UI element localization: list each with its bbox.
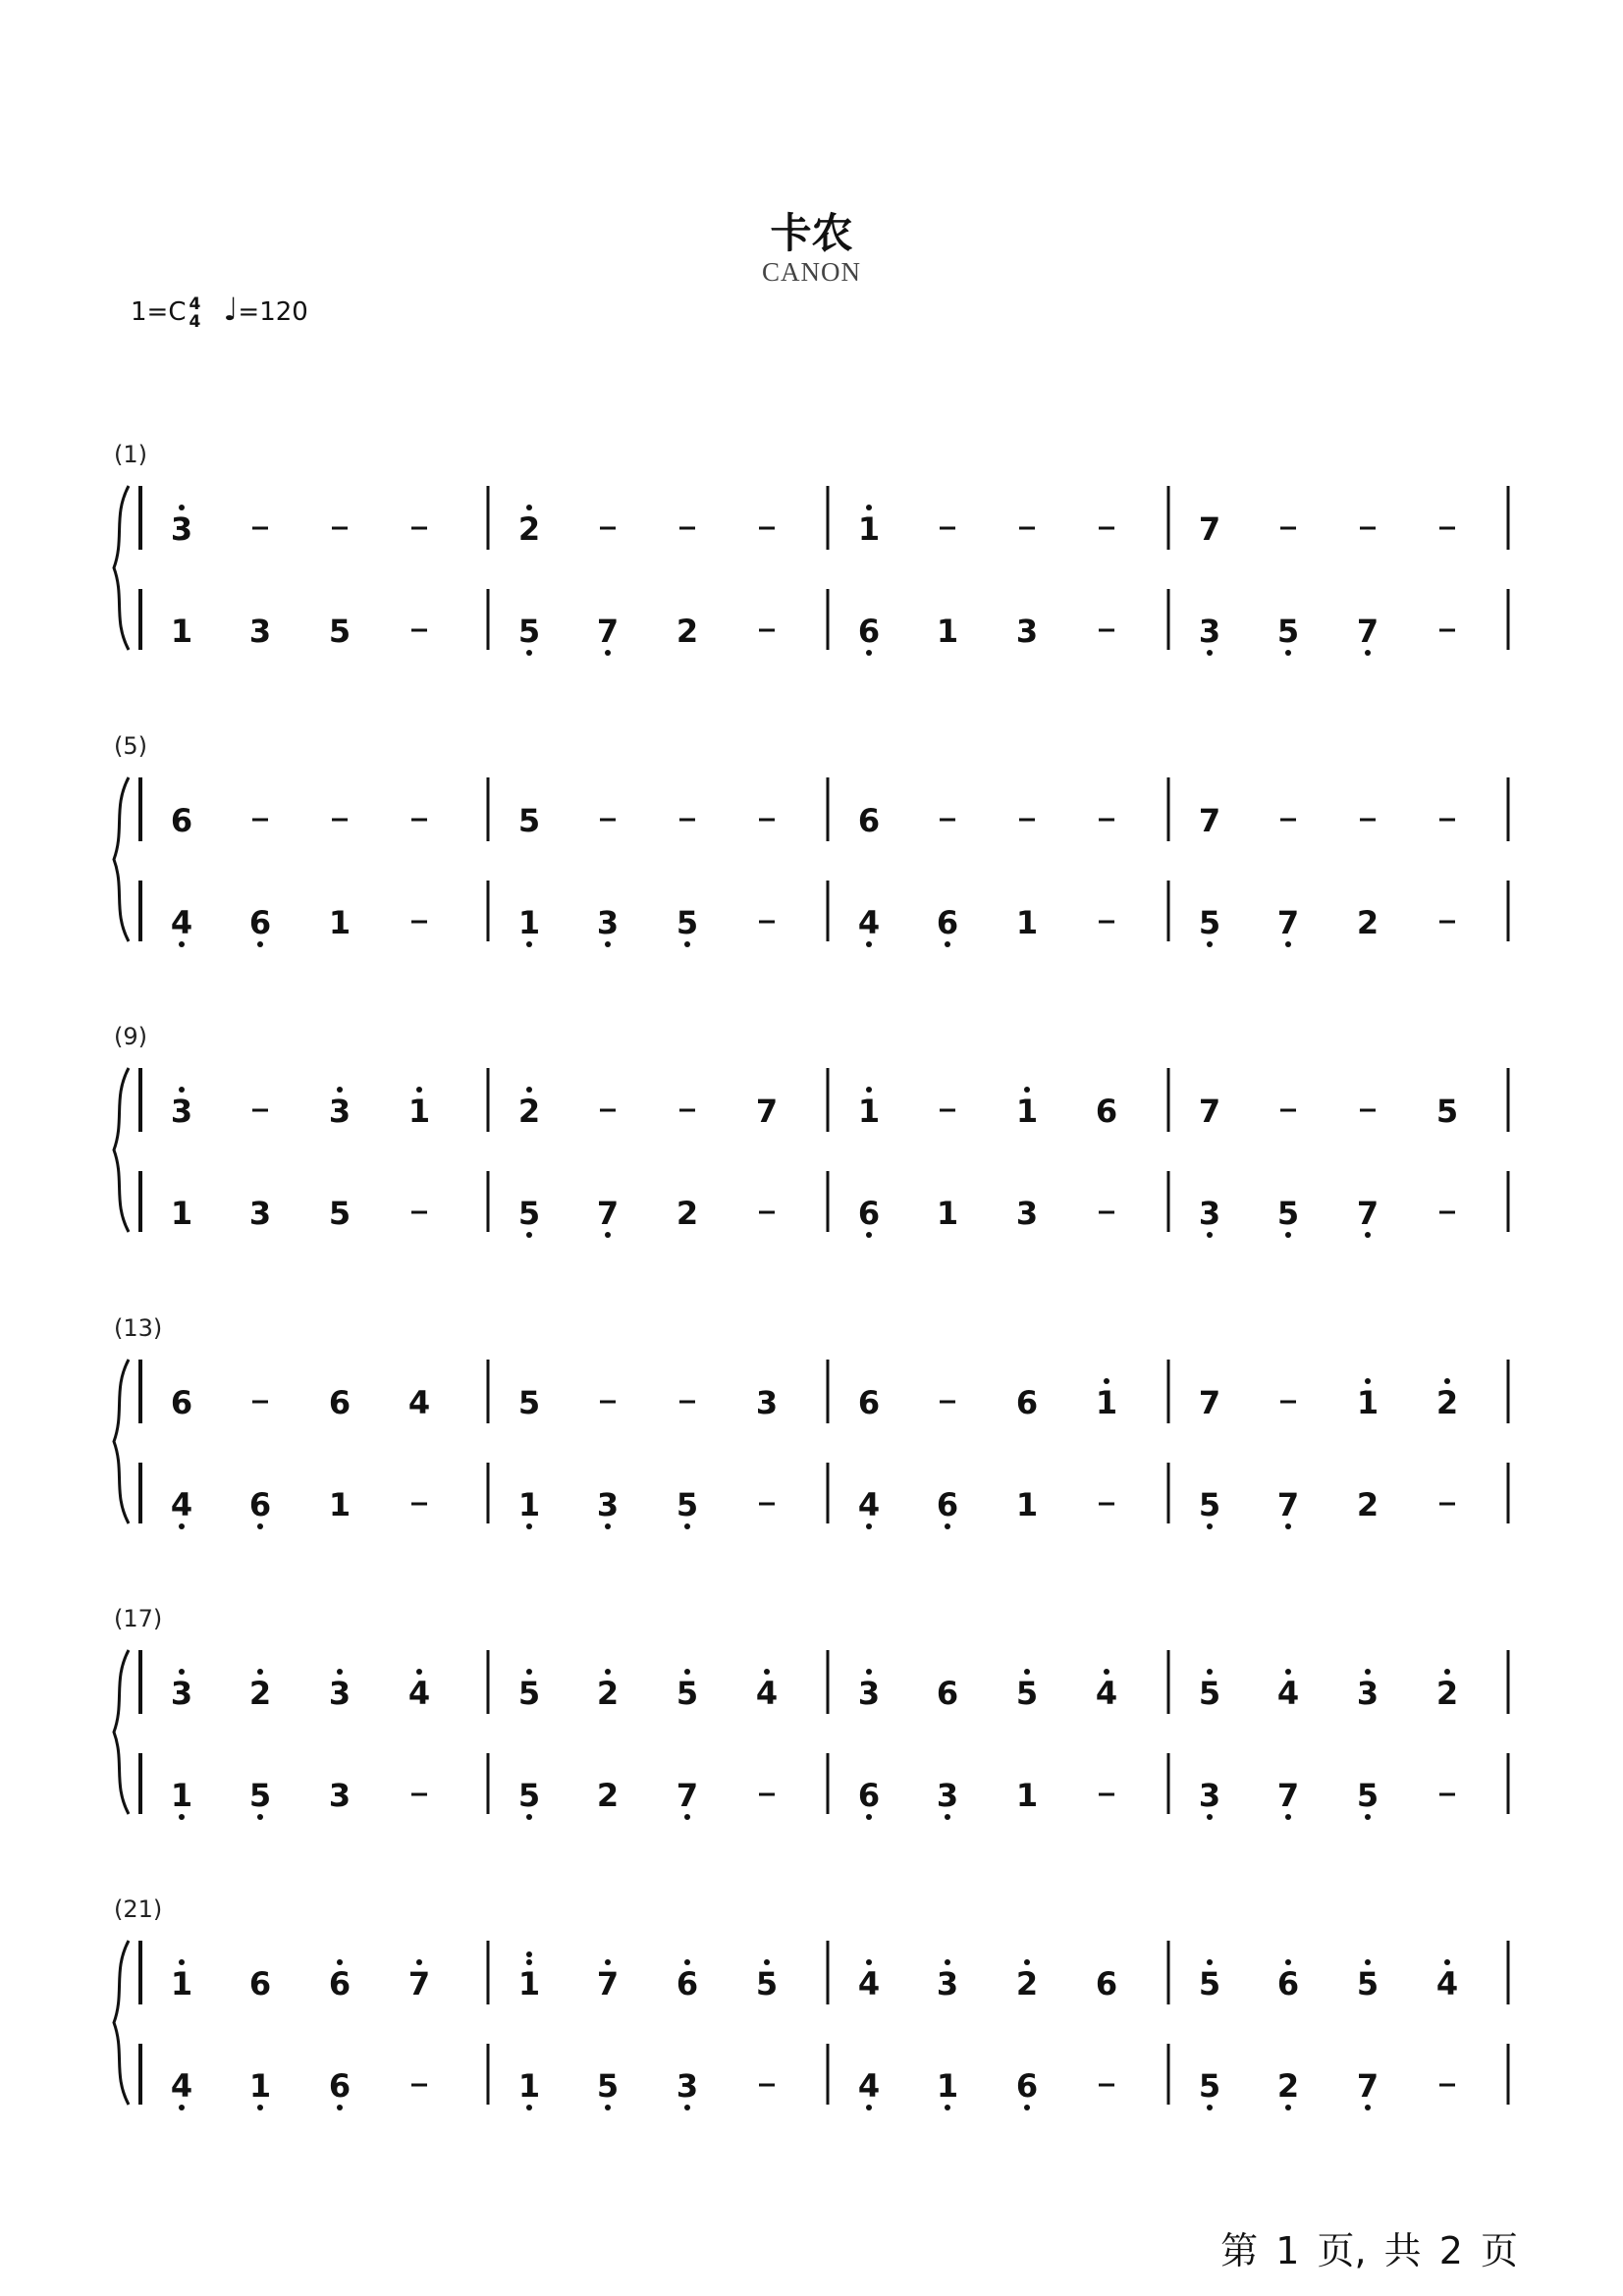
- octave-up-dot: [179, 1087, 185, 1093]
- upper-note: 3: [1356, 1675, 1380, 1712]
- octave-up-dot: [866, 1087, 872, 1093]
- upper-note: 7: [596, 1965, 620, 2002]
- upper-note: 3: [328, 1675, 352, 1712]
- octave-down-dot: [1207, 941, 1213, 947]
- upper-note: 7: [1198, 510, 1221, 548]
- upper-note: 5: [676, 1675, 699, 1712]
- lower-note: 5: [517, 1195, 541, 1232]
- octave-down-dot: [945, 1814, 950, 1820]
- lower-note: 7: [1276, 1486, 1300, 1523]
- octave-up-dot: [179, 1669, 185, 1675]
- lower-note: 7: [1276, 1777, 1300, 1814]
- octave-down-dot: [179, 1523, 185, 1529]
- octave-up-dot: [1024, 1959, 1030, 1965]
- lower-note: 5: [248, 1777, 272, 1814]
- upper-note: 7: [1198, 802, 1221, 839]
- lower-note: 5: [596, 2067, 620, 2105]
- upper-note: 1: [857, 510, 881, 548]
- upper-note: 6: [936, 1675, 959, 1712]
- octave-up-dot: [684, 1959, 690, 1965]
- octave-down-dot: [684, 941, 690, 947]
- octave-up-dot: [416, 1087, 422, 1093]
- upper-note: 6: [1095, 1965, 1118, 2002]
- octave-up-dot: [1024, 1087, 1030, 1093]
- octave-down-dot: [1207, 1523, 1213, 1529]
- upper-note: 4: [407, 1675, 431, 1712]
- upper-note: 6: [170, 802, 193, 839]
- upper-note: 3: [755, 1384, 779, 1421]
- octave-up-dot: [526, 1087, 532, 1093]
- upper-note: 6: [1276, 1965, 1300, 2002]
- octave-up-dot: [866, 505, 872, 510]
- lower-note: 1: [248, 2067, 272, 2105]
- upper-note: 7: [1198, 1384, 1221, 1421]
- measure-number: (5): [114, 732, 147, 760]
- upper-note: 6: [857, 1384, 881, 1421]
- lower-note: 2: [676, 1195, 699, 1232]
- octave-up-dot: [416, 1669, 422, 1675]
- octave-down-dot: [1207, 650, 1213, 656]
- lower-note: 5: [676, 904, 699, 941]
- lower-note: 7: [676, 1777, 699, 1814]
- upper-note: 7: [1198, 1093, 1221, 1130]
- lower-note: 5: [1356, 1777, 1380, 1814]
- lower-note: 5: [1276, 613, 1300, 650]
- upper-note: 5: [517, 1675, 541, 1712]
- measure-number: (21): [114, 1896, 163, 1923]
- lower-note: 6: [1015, 2067, 1039, 2105]
- lower-note: 7: [1356, 2067, 1380, 2105]
- octave-down-dot: [1365, 1232, 1371, 1238]
- lower-note: 5: [1198, 1486, 1221, 1523]
- brace: [114, 1650, 129, 1814]
- octave-down-dot: [866, 1523, 872, 1529]
- octave-up-dot: [1444, 1669, 1450, 1675]
- upper-note: 6: [676, 1965, 699, 2002]
- score-title: 卡农: [770, 209, 853, 257]
- octave-down-dot: [179, 1814, 185, 1820]
- octave-up-dot: [605, 1959, 611, 1965]
- lower-note: 5: [517, 1777, 541, 1814]
- time-signature-bottom: 4: [189, 311, 201, 332]
- lower-note: 1: [170, 613, 193, 650]
- octave-down-dot: [605, 650, 611, 656]
- lower-note: 6: [248, 1486, 272, 1523]
- octave-up-dot: [337, 1087, 343, 1093]
- octave-up-dot: [179, 505, 185, 510]
- lower-note: 1: [936, 1195, 959, 1232]
- octave-down-dot: [1285, 650, 1291, 656]
- upper-note: 6: [328, 1384, 352, 1421]
- lower-note: 2: [676, 613, 699, 650]
- octave-up-dot: [1024, 1669, 1030, 1675]
- octave-down-dot: [684, 2105, 690, 2110]
- octave-down-dot: [179, 941, 185, 947]
- page-footer: 第 1 页, 共 2 页: [1220, 2229, 1518, 2272]
- lower-note: 3: [936, 1777, 959, 1814]
- upper-note: 5: [1435, 1093, 1459, 1130]
- octave-down-dot: [1285, 2105, 1291, 2110]
- upper-note: 3: [170, 1675, 193, 1712]
- octave-up-dot: [1444, 1378, 1450, 1384]
- lower-note: 5: [1276, 1195, 1300, 1232]
- upper-note: 1: [1095, 1384, 1118, 1421]
- lower-note: 1: [517, 904, 541, 941]
- upper-note: 4: [755, 1675, 779, 1712]
- upper-note: 2: [517, 510, 541, 548]
- octave-up-dot: [1444, 1959, 1450, 1965]
- octave-up-dot: [605, 1669, 611, 1675]
- lower-note: 4: [857, 1486, 881, 1523]
- lower-note: 6: [857, 1195, 881, 1232]
- octave-down-dot: [945, 1523, 950, 1529]
- lower-note: 7: [1276, 904, 1300, 941]
- upper-note: 3: [170, 510, 193, 548]
- octave-down-dot: [1365, 1814, 1371, 1820]
- lower-note: 6: [857, 1777, 881, 1814]
- octave-up-dot: [764, 1959, 770, 1965]
- lower-note: 6: [328, 2067, 352, 2105]
- lower-note: 1: [1015, 1486, 1039, 1523]
- lower-note: 4: [857, 904, 881, 941]
- upper-note: 6: [1095, 1093, 1118, 1130]
- octave-down-dot: [1285, 1814, 1291, 1820]
- upper-note: 2: [248, 1675, 272, 1712]
- octave-down-dot: [526, 941, 532, 947]
- lower-note: 3: [1198, 1777, 1221, 1814]
- octave-down-dot: [684, 1814, 690, 1820]
- measure-number: (17): [114, 1605, 163, 1632]
- lower-note: 3: [1015, 613, 1039, 650]
- lower-note: 4: [170, 2067, 193, 2105]
- upper-note: 2: [1435, 1675, 1459, 1712]
- octave-up-dot: [1365, 1669, 1371, 1675]
- octave-up-dot: [866, 1669, 872, 1675]
- octave-down-dot: [179, 2105, 185, 2110]
- lower-note: 2: [596, 1777, 620, 1814]
- octave-up-dot: [526, 1951, 532, 1957]
- lower-note: 1: [1015, 1777, 1039, 1814]
- octave-down-dot: [1285, 941, 1291, 947]
- upper-note: 5: [517, 1384, 541, 1421]
- upper-note: 5: [1015, 1675, 1039, 1712]
- octave-up-dot: [337, 1669, 343, 1675]
- octave-down-dot: [866, 941, 872, 947]
- measure-number: (13): [114, 1314, 163, 1342]
- lower-note: 4: [170, 1486, 193, 1523]
- octave-down-dot: [257, 1814, 263, 1820]
- time-signature-top: 4: [189, 294, 201, 314]
- lower-note: 2: [1276, 2067, 1300, 2105]
- brace: [114, 486, 129, 650]
- lower-note: 1: [517, 2067, 541, 2105]
- lower-note: 5: [676, 1486, 699, 1523]
- key-signature: 1=C: [131, 297, 187, 327]
- upper-note: 4: [1435, 1965, 1459, 2002]
- lower-note: 3: [328, 1777, 352, 1814]
- upper-note: 6: [170, 1384, 193, 1421]
- octave-down-dot: [257, 1523, 263, 1529]
- upper-note: 1: [857, 1093, 881, 1130]
- upper-note: 6: [1015, 1384, 1039, 1421]
- octave-up-dot: [179, 1959, 185, 1965]
- upper-note: 5: [517, 802, 541, 839]
- octave-down-dot: [945, 2105, 950, 2110]
- octave-down-dot: [257, 2105, 263, 2110]
- octave-up-dot: [945, 1959, 950, 1965]
- upper-note: 5: [1198, 1965, 1221, 2002]
- lower-note: 5: [1198, 904, 1221, 941]
- upper-note: 5: [755, 1965, 779, 2002]
- octave-down-dot: [1207, 1814, 1213, 1820]
- octave-down-dot: [1365, 650, 1371, 656]
- octave-down-dot: [866, 650, 872, 656]
- lower-note: 6: [857, 613, 881, 650]
- upper-note: 1: [407, 1093, 431, 1130]
- measure-number: (9): [114, 1023, 147, 1050]
- lower-note: 3: [248, 613, 272, 650]
- octave-down-dot: [866, 2105, 872, 2110]
- octave-up-dot: [1104, 1378, 1109, 1384]
- lower-note: 7: [1356, 613, 1380, 650]
- lower-note: 1: [170, 1195, 193, 1232]
- brace: [114, 1360, 129, 1523]
- lower-note: 3: [596, 1486, 620, 1523]
- upper-note: 2: [596, 1675, 620, 1712]
- brace: [114, 1941, 129, 2105]
- lower-note: 4: [857, 2067, 881, 2105]
- upper-note: 1: [170, 1965, 193, 2002]
- octave-up-dot: [1207, 1669, 1213, 1675]
- octave-up-dot: [684, 1669, 690, 1675]
- octave-down-dot: [526, 1814, 532, 1820]
- lower-note: 4: [170, 904, 193, 941]
- upper-note: 2: [1015, 1965, 1039, 2002]
- lower-note: 1: [517, 1486, 541, 1523]
- octave-up-dot: [257, 1669, 263, 1675]
- score-subtitle: CANON: [761, 257, 861, 287]
- lower-note: 3: [596, 904, 620, 941]
- lower-note: 1: [936, 613, 959, 650]
- upper-note: 5: [1198, 1675, 1221, 1712]
- lower-note: 5: [328, 613, 352, 650]
- octave-up-dot: [1365, 1378, 1371, 1384]
- lower-note: 3: [1015, 1195, 1039, 1232]
- octave-down-dot: [526, 2105, 532, 2110]
- lower-note: 7: [596, 1195, 620, 1232]
- upper-note: 4: [407, 1384, 431, 1421]
- octave-down-dot: [1207, 1232, 1213, 1238]
- upper-note: 3: [170, 1093, 193, 1130]
- octave-up-dot: [337, 1959, 343, 1965]
- upper-note: 2: [1435, 1384, 1459, 1421]
- octave-up-dot: [1285, 1959, 1291, 1965]
- octave-down-dot: [526, 1232, 532, 1238]
- lower-note: 7: [1356, 1195, 1380, 1232]
- octave-down-dot: [526, 650, 532, 656]
- upper-note: 5: [1356, 1965, 1380, 2002]
- upper-note: 2: [517, 1093, 541, 1130]
- upper-note: 6: [857, 802, 881, 839]
- octave-up-dot: [1365, 1959, 1371, 1965]
- lower-note: 3: [676, 2067, 699, 2105]
- upper-note: 6: [248, 1965, 272, 2002]
- octave-down-dot: [605, 2105, 611, 2110]
- octave-down-dot: [605, 1232, 611, 1238]
- upper-note: 4: [1276, 1675, 1300, 1712]
- octave-up-dot: [526, 1959, 532, 1965]
- lower-note: 1: [1015, 904, 1039, 941]
- brace: [114, 777, 129, 941]
- octave-up-dot: [526, 505, 532, 510]
- octave-down-dot: [605, 1523, 611, 1529]
- octave-down-dot: [1365, 2105, 1371, 2110]
- upper-note: 6: [328, 1965, 352, 2002]
- octave-down-dot: [684, 1523, 690, 1529]
- upper-note: 7: [755, 1093, 779, 1130]
- octave-up-dot: [866, 1959, 872, 1965]
- octave-down-dot: [866, 1814, 872, 1820]
- lower-note: 5: [328, 1195, 352, 1232]
- octave-down-dot: [257, 941, 263, 947]
- octave-down-dot: [337, 2105, 343, 2110]
- lower-note: 6: [248, 904, 272, 941]
- lower-note: 1: [328, 1486, 352, 1523]
- lower-note: 3: [248, 1195, 272, 1232]
- upper-note: 4: [1095, 1675, 1118, 1712]
- upper-note: 3: [936, 1965, 959, 2002]
- upper-note: 1: [517, 1965, 541, 2002]
- octave-down-dot: [526, 1523, 532, 1529]
- octave-up-dot: [526, 1669, 532, 1675]
- lower-note: 2: [1356, 1486, 1380, 1523]
- lower-note: 1: [936, 2067, 959, 2105]
- brace: [114, 1068, 129, 1232]
- octave-down-dot: [1207, 2105, 1213, 2110]
- lower-note: 3: [1198, 613, 1221, 650]
- octave-up-dot: [1285, 1669, 1291, 1675]
- octave-down-dot: [605, 941, 611, 947]
- upper-note: 1: [1015, 1093, 1039, 1130]
- lower-note: 3: [1198, 1195, 1221, 1232]
- octave-down-dot: [1285, 1232, 1291, 1238]
- measure-number: (1): [114, 441, 147, 468]
- lower-note: 6: [936, 904, 959, 941]
- octave-up-dot: [416, 1959, 422, 1965]
- octave-up-dot: [1207, 1959, 1213, 1965]
- upper-note: 3: [857, 1675, 881, 1712]
- upper-note: 4: [857, 1965, 881, 2002]
- tempo-value: =120: [238, 297, 308, 327]
- lower-note: 7: [596, 613, 620, 650]
- octave-down-dot: [866, 1232, 872, 1238]
- lower-note: 5: [1198, 2067, 1221, 2105]
- octave-down-dot: [1285, 1523, 1291, 1529]
- octave-down-dot: [1024, 2105, 1030, 2110]
- octave-down-dot: [945, 941, 950, 947]
- lower-note: 6: [936, 1486, 959, 1523]
- upper-note: 1: [1356, 1384, 1380, 1421]
- upper-note: 7: [407, 1965, 431, 2002]
- upper-note: 3: [328, 1093, 352, 1130]
- lower-note: 5: [517, 613, 541, 650]
- octave-up-dot: [1104, 1669, 1109, 1675]
- lower-note: 2: [1356, 904, 1380, 941]
- lower-note: 1: [328, 904, 352, 941]
- quarter-note-icon: ♩: [223, 291, 239, 328]
- lower-note: 1: [170, 1777, 193, 1814]
- octave-up-dot: [764, 1669, 770, 1675]
